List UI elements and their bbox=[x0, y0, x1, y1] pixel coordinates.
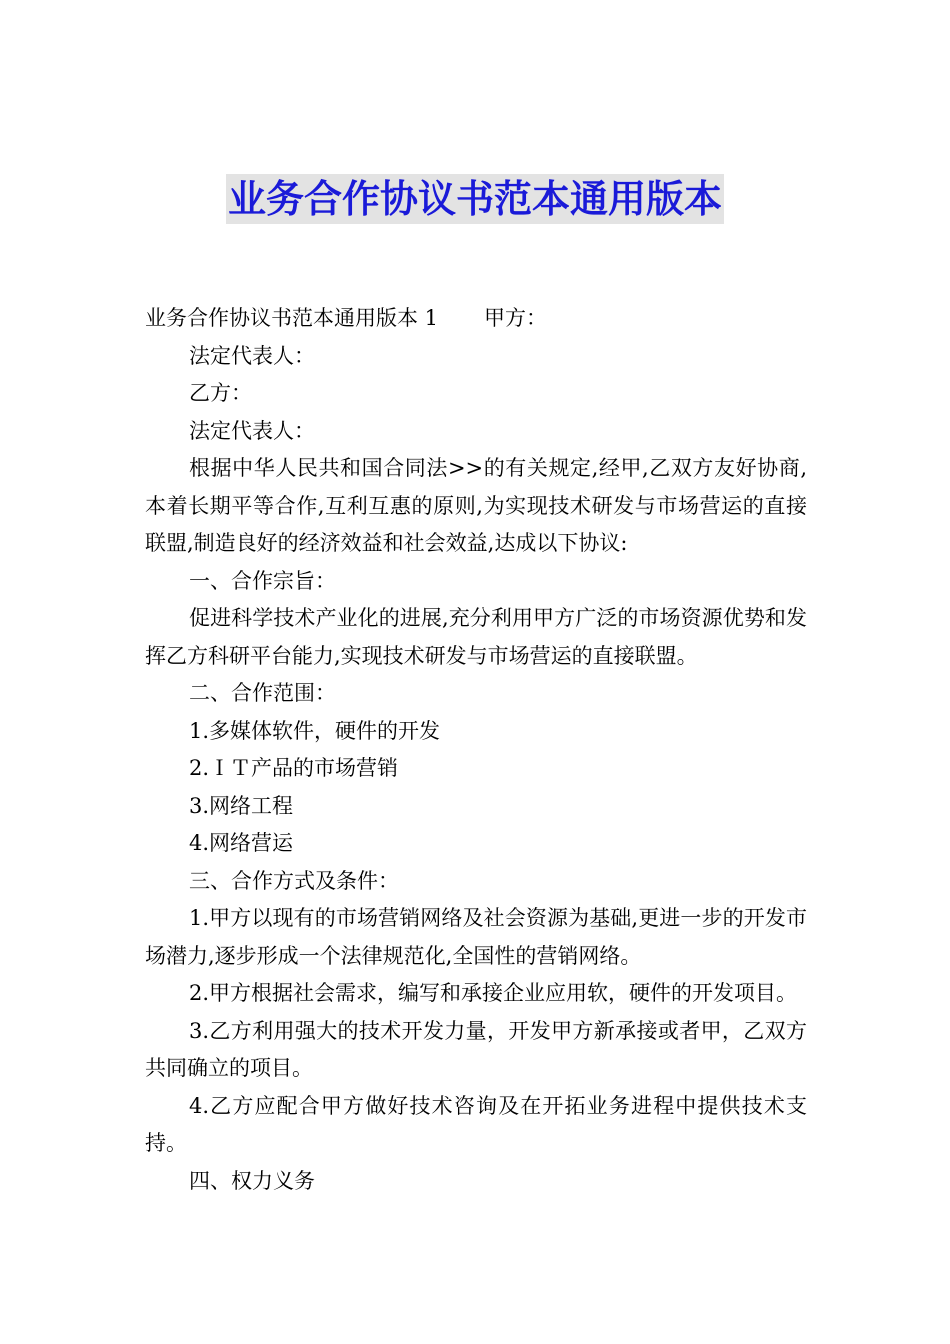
section-2-item: 4.网络营运 bbox=[189, 831, 294, 855]
intro-line bbox=[145, 300, 807, 338]
party-a-label: 甲方： bbox=[484, 306, 548, 330]
document-body bbox=[145, 300, 807, 1200]
section-3-item: 3.乙方利用强大的技术开发力量，开发甲方新承接或者甲，乙双方共同确立的项目。 bbox=[145, 1018, 807, 1080]
party-b-rep-label: 法定代表人： bbox=[189, 418, 315, 443]
intro-heading: 业务合作协议书范本通用版本 1 bbox=[145, 306, 439, 330]
section-3-item: 4.乙方应配合甲方做好技术咨询及在开拓业务进程中提供技术支持。 bbox=[145, 1093, 807, 1155]
section-3-item: 1.甲方以现有的市场营销网络及社会资源为基础,更进一步的开发市场潜力,逐步形成一个法律规范化,全国性的营销网络。 bbox=[145, 906, 807, 968]
section-1-body: 促进科学技术产业化的进展,充分利用甲方广泛的市场资源优势和发挥乙方科研平台能力,实现技术研发与市场营运的直接联盟。 bbox=[145, 606, 807, 668]
section-2-item: 1.多媒体软件，硬件的开发 bbox=[189, 718, 441, 743]
party-b-label: 乙方： bbox=[189, 381, 252, 405]
section-2-heading: 二、合作范围： bbox=[189, 681, 336, 705]
section-2-item: 2.ＩＴ产品的市场营销 bbox=[189, 756, 399, 780]
section-3-heading: 三、合作方式及条件： bbox=[189, 868, 399, 893]
section-4-heading: 四、权力义务 bbox=[189, 1168, 315, 1193]
title-wrapper bbox=[0, 174, 950, 224]
preamble-paragraph: 根据中华人民共和国合同法>>的有关规定,经甲,乙双方友好协商,本着长期平等合作,互利互惠的原则,为实现技术研发与市场营运的直接联盟,制造良好的经济效益和社会效益,达成以下协议: bbox=[145, 456, 807, 555]
section-1-heading: 一、合作宗旨： bbox=[189, 568, 336, 593]
document-title: 业务合作协议书范本通用版本 bbox=[226, 174, 724, 224]
party-a-rep-label: 法定代表人： bbox=[189, 343, 315, 368]
section-2-item: 3.网络工程 bbox=[189, 793, 294, 818]
section-3-item: 2.甲方根据社会需求，编写和承接企业应用软，硬件的开发项目。 bbox=[189, 981, 798, 1005]
